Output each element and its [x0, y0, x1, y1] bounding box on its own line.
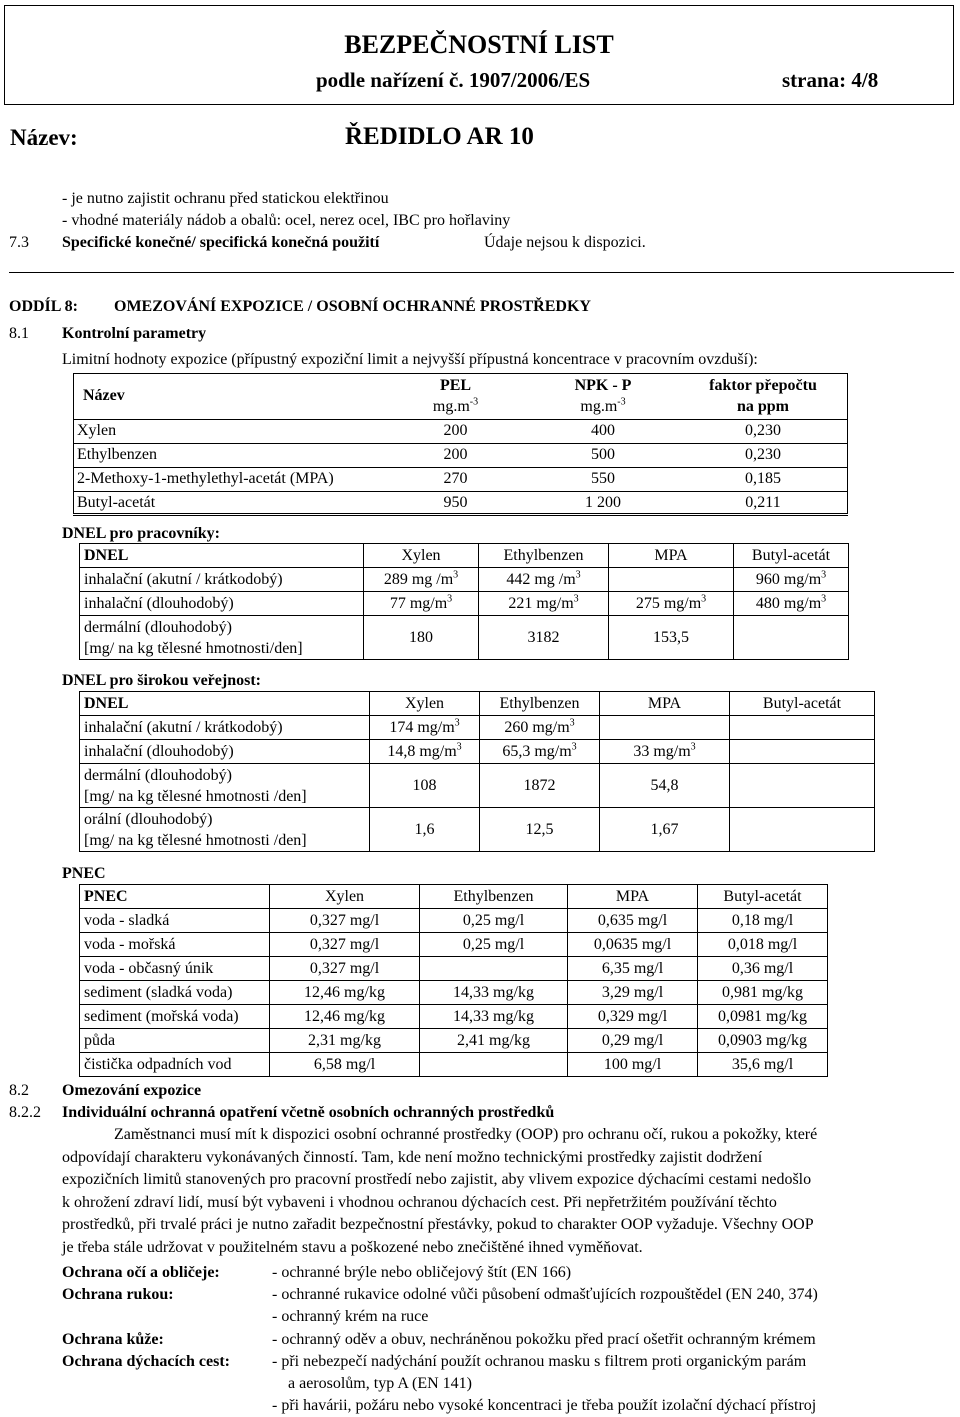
- table-cell: 480 $mg/m^3$: [734, 592, 849, 616]
- table-cell: půda: [80, 1029, 270, 1053]
- table-cell: 0,329 mg/l: [568, 1005, 698, 1029]
- table-cell: orální (dlouhodobý) [mg/ na kg tělesné hmotnosti /den]: [80, 808, 370, 852]
- table-cell: 400: [528, 419, 678, 443]
- dnel-workers-table: [79, 543, 849, 660]
- column-header: DNEL: [80, 544, 364, 568]
- table-cell: 0,327 mg/l: [270, 909, 420, 933]
- table-row: [80, 1029, 828, 1053]
- paragraph-line: prostředků, při trvalé práci je nutno zařadit bezpečnostní přestávky, pokud to charakter OOP vyžaduje. Všechny OOP: [62, 1216, 814, 1233]
- column-header: MPA: [609, 544, 734, 568]
- table-row: [80, 981, 828, 1005]
- subsection-number: 8.2.2: [9, 1104, 41, 1121]
- table-cell: Xylen: [73, 419, 383, 443]
- table-cell: 6,58 mg/l: [270, 1053, 420, 1077]
- column-header-npk: NPK - P $mg.m^{-3}$: [574, 376, 632, 415]
- table-cell: inhalační (dlouhodobý): [80, 740, 370, 764]
- section-heading-number: ODDÍL 8:: [9, 298, 78, 315]
- column-header: MPA: [600, 692, 730, 716]
- table-cell: 200: [383, 419, 528, 443]
- ppe-hands-value: - ochranné rukavice odolné vůči působení odmašťujících rozpouštědel (EN 240, 374): [272, 1286, 818, 1303]
- paragraph-line: Zaměstnanci musí mít k dispozici osobní ochranné prostředky (OOP) pro ochranu očí, rukou a pokožky, které: [114, 1126, 818, 1143]
- table-cell: 14,33 mg/kg: [420, 981, 568, 1005]
- column-header: Butyl-acetát: [734, 544, 849, 568]
- column-header: DNEL: [80, 692, 370, 716]
- table-cell: 174 $mg/m^3$: [370, 716, 480, 740]
- paragraph-line: k ohrožení zdraví lidí, musí být vybaveni i vhodnou ochranou dýchacích cest. Při nepřetržitém používání těchto: [62, 1193, 777, 1211]
- table-cell: 200: [383, 443, 528, 467]
- section-note: Údaje nejsou k dispozici.: [484, 234, 646, 251]
- table-cell: 0,36 mg/l: [698, 957, 828, 981]
- table-cell: 442 mg $/m^3$: [479, 568, 609, 592]
- table-cell: 270: [383, 467, 528, 491]
- text-line: - vhodné materiály nádob a obalů: ocel, nerez ocel, IBC pro hořlaviny: [62, 212, 511, 229]
- table-row: [80, 957, 828, 981]
- table-cell: 0,25 mg/l: [420, 909, 568, 933]
- section-number: 7.3: [9, 234, 29, 251]
- column-header: Ethylbenzen: [479, 544, 609, 568]
- table-cell: 0,327 mg/l: [270, 933, 420, 957]
- table-cell: [420, 957, 568, 981]
- table-cell: 0,0981 mg/kg: [698, 1005, 828, 1029]
- table-row: [80, 808, 875, 852]
- subsection-title: Omezování expozice: [62, 1082, 202, 1099]
- paragraph-line: je třeba stále udržovat v použitelném stavu a poškozené nebo znečištěné ihned vyměňovat.: [62, 1238, 643, 1256]
- ppe-respiratory-label: Ochrana dýchacích cest:: [62, 1353, 230, 1370]
- table-cell: 153,5: [609, 616, 734, 660]
- paragraph-line: expozičních limitů stanovených pro pracovní prostředí nebo zajistit, aby vlivem expozice dýchacími cestami nedošlo: [62, 1171, 812, 1188]
- table-cell: 0,981 mg/kg: [698, 981, 828, 1005]
- table-cell: 108: [370, 764, 480, 808]
- table-cell: 12,46 mg/kg: [270, 981, 420, 1005]
- product-name-label: Název:: [10, 125, 78, 150]
- table-row: [80, 909, 828, 933]
- table-cell: voda - občasný únik: [80, 957, 270, 981]
- table-cell: 0,25 mg/l: [420, 933, 568, 957]
- column-header-name: Název: [83, 386, 125, 404]
- dnel-workers-title: DNEL pro pracovníky:: [62, 525, 220, 542]
- divider: [9, 272, 954, 273]
- subsection-intro: Limitní hodnoty expozice (přípustný expoziční limit a nejvyšší přípustná koncentrace v pracovním ovzduší):: [62, 351, 758, 368]
- table-cell: 6,35 mg/l: [568, 957, 698, 981]
- table-cell: voda - sladká: [80, 909, 270, 933]
- table-cell: [730, 716, 875, 740]
- table-cell: 100 mg/l: [568, 1053, 698, 1077]
- table-cell: 0,230: [678, 443, 848, 467]
- page-number: strana: 4/8: [782, 68, 879, 92]
- table-header-row: [80, 544, 849, 568]
- table-cell: sediment (sladká voda): [80, 981, 270, 1005]
- table-cell: 289 mg $/m^3$: [364, 568, 479, 592]
- table-cell: [420, 1053, 568, 1077]
- document-header: [4, 5, 954, 105]
- ppe-eyes-value: - ochranné brýle nebo obličejový štít (EN 166): [272, 1264, 572, 1281]
- table-cell: 2-Methoxy-1-methylethyl-acetát (MPA): [73, 467, 383, 491]
- table-header-row: [80, 692, 875, 716]
- table-cell: 0,29 mg/l: [568, 1029, 698, 1053]
- column-header: Xylen: [270, 885, 420, 909]
- ppe-skin-label: Ochrana kůže:: [62, 1331, 164, 1348]
- pnec-title: PNEC: [62, 865, 106, 882]
- table-cell: 260 $mg/m^3$: [480, 716, 600, 740]
- table-row: [80, 740, 875, 764]
- table-cell: inhalační (akutní / krátkodobý): [80, 716, 370, 740]
- table-row: [80, 764, 875, 808]
- column-header: Ethylbenzen: [480, 692, 600, 716]
- table-cell: 3,29 mg/l: [568, 981, 698, 1005]
- table-cell: 0,18 mg/l: [698, 909, 828, 933]
- subsection-number: 8.2: [9, 1082, 29, 1099]
- table-cell: 77 $mg/m^3$: [364, 592, 479, 616]
- ppe-eyes-label: Ochrana očí a obličeje:: [62, 1264, 220, 1281]
- ppe-respiratory-value: a aerosolům, typ A (EN 141): [288, 1375, 472, 1392]
- section-heading-title: OMEZOVÁNÍ EXPOZICE / OSOBNÍ OCHRANNÉ PROSTŘEDKY: [114, 298, 591, 315]
- table-cell: [730, 764, 875, 808]
- table-row: [80, 616, 849, 660]
- column-header: Butyl-acetát: [730, 692, 875, 716]
- table-cell: 500: [528, 443, 678, 467]
- column-header-factor: faktor přepočtu na ppm: [709, 376, 817, 415]
- table-cell: inhalační (akutní / krátkodobý): [80, 568, 364, 592]
- table-cell: [609, 568, 734, 592]
- table-cell: 950: [383, 491, 528, 515]
- table-cell: 2,41 mg/kg: [420, 1029, 568, 1053]
- table-cell: inhalační (dlouhodobý): [80, 592, 364, 616]
- column-header: Butyl-acetát: [698, 885, 828, 909]
- dnel-public-table: [79, 691, 875, 852]
- subsection-number: 8.1: [9, 325, 29, 342]
- table-cell: 1,67: [600, 808, 730, 852]
- table-row: [80, 716, 875, 740]
- table-cell: 0,211: [678, 491, 848, 515]
- table-row: [80, 933, 828, 957]
- table-cell: 1872: [480, 764, 600, 808]
- table-cell: 14,33 mg/kg: [420, 1005, 568, 1029]
- table-row: [80, 1005, 828, 1029]
- table-cell: 1 200: [528, 491, 678, 515]
- table-cell: Ethylbenzen: [73, 443, 383, 467]
- table-cell: 33 $mg/m^3$: [600, 740, 730, 764]
- table-cell: 65,3 $mg/m^3$: [480, 740, 600, 764]
- table-cell: 3182: [479, 616, 609, 660]
- table-cell: voda - mořská: [80, 933, 270, 957]
- table-row: [80, 568, 849, 592]
- ppe-paragraph: [62, 1124, 942, 1259]
- table-cell: Butyl-acetát: [73, 491, 383, 515]
- table-cell: 14,8 $mg/m^3$: [370, 740, 480, 764]
- paragraph-line: odpovídají charakteru vykonávaných činností. Tam, kde není možno technickými prostředky zajistit dodržení: [62, 1148, 763, 1166]
- table-cell: 0,0903 mg/kg: [698, 1029, 828, 1053]
- table-header-row: [80, 885, 828, 909]
- table-row: [80, 1053, 828, 1077]
- ppe-hands-value: - ochranný krém na ruce: [272, 1308, 429, 1325]
- table-cell: 0,230: [678, 419, 848, 443]
- table-cell: 275 $mg/m^3$: [609, 592, 734, 616]
- table-cell: 12,46 mg/kg: [270, 1005, 420, 1029]
- table-cell: 0,0635 mg/l: [568, 933, 698, 957]
- table-frame: [73, 373, 848, 514]
- subsection-title: Kontrolní parametry: [62, 325, 207, 342]
- ppe-skin-value: - ochranný oděv a obuv, nechráněnou pokožku před prací ošetřit ochranným krémem: [272, 1331, 816, 1348]
- table-cell: 54,8: [600, 764, 730, 808]
- table-cell: 0,185: [678, 467, 848, 491]
- table-row: [80, 592, 849, 616]
- table-cell: 0,018 mg/l: [698, 933, 828, 957]
- table-cell: 221 $mg/m^3$: [479, 592, 609, 616]
- table-cell: [734, 616, 849, 660]
- column-header: Xylen: [364, 544, 479, 568]
- table-cell: čistička odpadních vod: [80, 1053, 270, 1077]
- ppe-respiratory-value: - při nebezpečí nadýchání použít ochranou masku s filtrem proti organickým parám: [272, 1353, 807, 1370]
- table-cell: 550: [528, 467, 678, 491]
- column-header: MPA: [568, 885, 698, 909]
- document-title: BEZPEČNOSTNÍ LIST: [344, 30, 614, 59]
- table-cell: 0,327 mg/l: [270, 957, 420, 981]
- table-cell: dermální (dlouhodobý) [mg/ na kg tělesné hmotnosti/den]: [80, 616, 364, 660]
- table-cell: 12,5: [480, 808, 600, 852]
- product-name: ŘEDIDLO AR 10: [345, 123, 534, 150]
- pnec-table: [79, 884, 828, 1077]
- subsection-title: Individuální ochranná opatření včetně osobních ochranných prostředků: [62, 1104, 555, 1121]
- table-cell: [730, 808, 875, 852]
- column-header: Xylen: [370, 692, 480, 716]
- table-cell: sediment (mořská voda): [80, 1005, 270, 1029]
- table-cell: 180: [364, 616, 479, 660]
- ppe-hands-label: Ochrana rukou:: [62, 1286, 174, 1303]
- table-cell: [600, 716, 730, 740]
- ppe-respiratory-value: - při havárii, požáru nebo vysoké koncentraci je třeba použít izolační dýchací přístroj: [272, 1397, 817, 1414]
- table-cell: dermální (dlouhodobý) [mg/ na kg tělesné hmotnosti /den]: [80, 764, 370, 808]
- regulation-subtitle: podle nařízení č. 1907/2006/ES: [316, 68, 591, 92]
- table-cell: [730, 740, 875, 764]
- table-cell: 2,31 mg/kg: [270, 1029, 420, 1053]
- column-header-pel: PEL $mg.m^{-3}$: [432, 376, 479, 415]
- table-cell: 1,6: [370, 808, 480, 852]
- section-title: Specifické konečné/ specifická konečná použití: [62, 234, 380, 251]
- table-cell: 0,635 mg/l: [568, 909, 698, 933]
- text-line: - je nutno zajistit ochranu před statickou elektřinou: [62, 190, 389, 207]
- column-header: PNEC: [80, 885, 270, 909]
- table-cell: 960 $mg/m^3$: [734, 568, 849, 592]
- column-header: Ethylbenzen: [420, 885, 568, 909]
- dnel-public-title: DNEL pro širokou veřejnost:: [62, 672, 261, 689]
- table-cell: 35,6 mg/l: [698, 1053, 828, 1077]
